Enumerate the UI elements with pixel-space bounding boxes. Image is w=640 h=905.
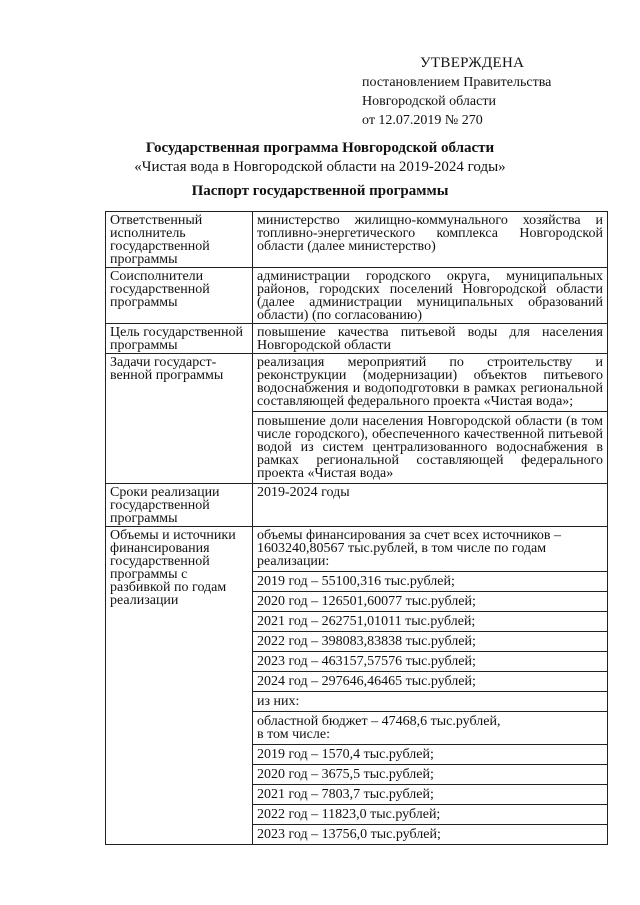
row-label: Задачи государст-венной программы: [106, 354, 253, 484]
passport-title: Паспорт государственной программы: [191, 183, 449, 199]
approval-line-3: от 12.07.2019 № 270: [362, 113, 483, 128]
table-row: [106, 354, 608, 484]
row-label: Соисполнители государственной программы: [106, 268, 253, 324]
regional-year: 2023 год – 13756,0 тыс.рублей;: [257, 827, 441, 842]
funding-year: 2023 год – 463157,57576 тыс.рублей;: [253, 652, 607, 672]
passport-table: [105, 211, 608, 845]
program-name: «Чистая вода в Новгородской области на 2019-2024 годы»: [134, 159, 506, 175]
row-value: [253, 354, 608, 484]
task-item: реализация мероприятий по строительству и реконструкции (модернизации) объектов питьевого водоснабжения и водоподготовки в рамках региональной составляющей федерального проекта «Чистая вода»;: [253, 356, 607, 412]
row-label: Ответственный исполнитель государственной программы: [106, 212, 253, 268]
table-row: [106, 527, 608, 845]
approval-heading: УТВЕРЖДЕНА: [420, 55, 525, 71]
funding-intro: объемы финансирования за счет всех источников – 1603240,80567 тыс.рублей, в том числе по годам реализации:: [253, 529, 607, 572]
funding-of-which: из них:: [253, 692, 607, 712]
funding-year: 2019 год – 55100,316 тыс.рублей;: [253, 572, 607, 592]
row-value: 2019-2024 годы: [253, 484, 608, 527]
approval-stamp: [362, 54, 622, 130]
funding-year: 2024 год – 297646,46465 тыс.рублей;: [253, 672, 607, 692]
table-row: [106, 212, 608, 268]
approval-line-1: постановлением Правительства: [362, 75, 552, 90]
regional-year: 2019 год – 1570,4 тыс.рублей;: [253, 745, 607, 765]
row-label: Объемы и источники финансирования государственной программы с разбивкой по годам реализации: [106, 527, 253, 845]
row-label: Цель государственной программы: [106, 324, 253, 354]
approval-line-2: Новгородской области: [362, 94, 496, 109]
task-item: повышение доли населения Новгородской области (в том числе городского), обеспеченного качественной питьевой водой из систем централизованного водоснабжения в рамках региональной составляющей федерального проекта «Чистая вода»: [257, 414, 603, 481]
table-row: [106, 484, 608, 527]
row-value: администрации городского округа, муниципальных районов, городских поселений Новгородской области (далее администрации муниципальных образований области) (по согласованию): [253, 268, 608, 324]
funding-year: 2021 год – 262751,01011 тыс.рублей;: [253, 612, 607, 632]
program-title: Государственная программа Новгородской области: [145, 140, 495, 156]
funding-year: 2022 год – 398083,83838 тыс.рублей;: [253, 632, 607, 652]
regional-year: 2021 год – 7803,7 тыс.рублей;: [253, 785, 607, 805]
regional-year: 2022 год – 11823,0 тыс.рублей;: [253, 805, 607, 825]
table-row: [106, 268, 608, 324]
row-value: повышение качества питьевой воды для населения Новгородской области: [253, 324, 608, 354]
row-value: [253, 527, 608, 845]
regional-year: 2020 год – 3675,5 тыс.рублей;: [253, 765, 607, 785]
row-value: министерство жилищно-коммунального хозяйства и топливно-энергетического комплекса Новгородской области (далее министерство): [253, 212, 608, 268]
funding-year: 2020 год – 126501,60077 тыс.рублей;: [253, 592, 607, 612]
row-label: Сроки реализации государственной программы: [106, 484, 253, 527]
regional-budget: областной бюджет – 47468,6 тыс.рублей, в том числе:: [253, 712, 607, 745]
table-row: [106, 324, 608, 354]
